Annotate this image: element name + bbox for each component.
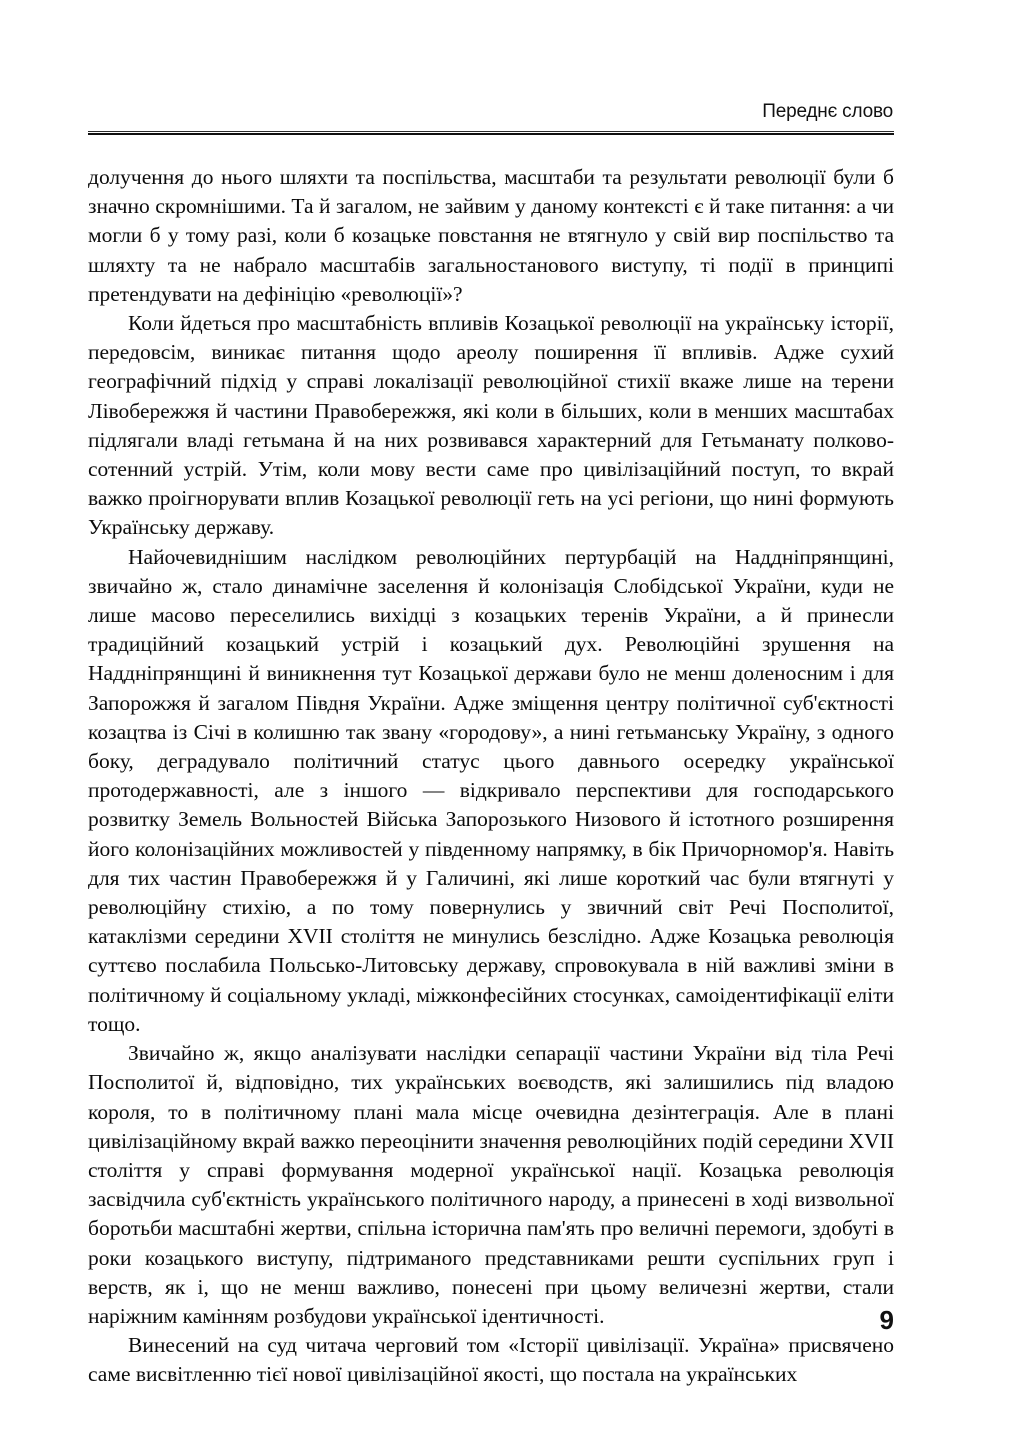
body-paragraph: Коли йдеться про масштабність впливів Козацької революції на українську історії, передовсім, виникає питання щодо ареолу поширення її впливів. Адже сухий географічний підхід у справі локалізації революційної стихії вкаже лише на терени Лівобережжя й частини Правобережжя, які коли в більших, коли в менших масштабах підлягали владі гетьмана й на них розвивався характерний для Гетьманату полково-сотенний устрій. Утім, коли мову вести саме про цивілізаційний поступ, то вкрай важко проігнорувати вплив Козацької революції геть на усі регіони, що нині формують Українську державу. xyxy=(88,311,894,540)
body-paragraph: долучення до нього шляхти та поспільства, масштаби та результати революції були б значно скромнішими. Та й загалом, не зайвим у даному контексті є й таке питання: а чи могли б у тому разі, коли б козацьке повстання не втягнуло у свій вир поспільство та шляхту та не набрало масштабів загальностанового виступу, ті події в принципі претендувати на дефініцію «революції»? xyxy=(88,165,894,306)
header-rule-thin-line xyxy=(88,131,894,132)
header-rule xyxy=(88,131,894,135)
body-text-column xyxy=(88,163,894,1390)
body-paragraph: Винесений на суд читача черговий том «Історії цивілізації. Україна» присвячено саме висвітленню тієї нової цивілізаційної якості, що постала на українських xyxy=(88,1333,894,1387)
body-paragraph: Найочевиднішим наслідком революційних пертурбацій на Наддніпрянщині, звичайно ж, стало динамічне заселення й колонізація Слобідської України, куди не лише масово переселились вихідці з козацьких теренів України, а й принесли традиційний козацький устрій і козацький дух. Революційні зрушення на Наддніпрянщині й виникнення тут Козацької держави було не менш доленосним і для Запорожжя й загалом Півдня України. Адже зміщення центру політичної суб'єктності козацтва із Січі в колишню так звану «городову», а нині гетьманську Україну, з одного боку, деградувало політичний статус цього давнього осередку української протодержавності, але з іншого — відкривало перспективи для господарського розвитку Земель Вольностей Війська Запорозького Низового й істотного розширення його колонізаційних можливостей у південному напрямку, в бік Причорномор'я. Навіть для тих частин Правобережжя й у Галичині, які лише короткий час були втягнуті у революційну стихію, а по тому повернулись у звичний світ Речі Посполитої, катаклізми середини XVII століття не минулись безслідно. Адже Козацька революція суттєво послабила Польсько-Литовську державу, спровокувала в ній важливі зміни в політичному й соціальному укладі, міжконфесійних стосунках, самоідентифікації еліти тощо. xyxy=(88,544,894,1036)
body-paragraph: Звичайно ж, якщо аналізувати наслідки сепарації частини України від тіла Речі Посполитої й, відповідно, тих українських воєводств, які залишились під владою короля, то в політичному плані мала місце очевидна дезінтеграція. Але в плані цивілізаційному вкрай важко переоцінити значення революційних подій середини XVII століття у справі формування модерної української нації. Козацька революція засвідчила суб'єктність українського політичного народу, а принесені в ході визвольної боротьби масштабні жертви, спільна історична пам'ять про величні перемоги, здобуті в роки козацького виступу, підтриманого представниками решти суспільних груп і верств, як і, що не менш важливо, понесені при цьому величезні жертви, стали наріжним камінням розбудови української ідентичності. xyxy=(88,1041,894,1328)
page-number: 9 xyxy=(879,1305,894,1335)
header-rule-thick-line xyxy=(88,133,894,135)
running-header-title: Переднє слово xyxy=(762,101,893,122)
